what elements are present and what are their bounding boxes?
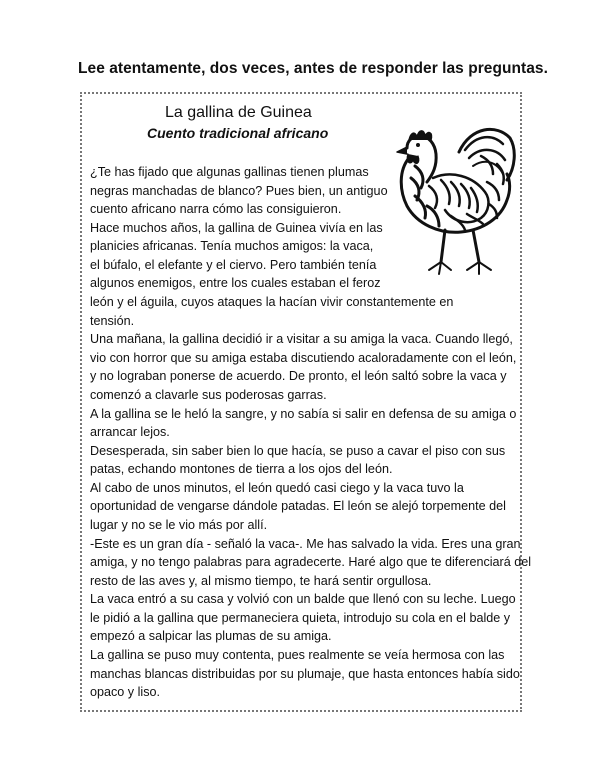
story-line: empezó a salpicar las plumas de su amiga. [90,629,332,644]
story-line: La gallina se puso muy contenta, pues realmente se veía hermosa con las [90,648,505,663]
story-line: Desesperada, sin saber bien lo que hacía, se puso a cavar el piso con sus [90,443,506,458]
story-line: vio con horror que su amiga estaba discutiendo acaloradamente con el león, [90,350,517,365]
story-line: arrancar lejos. [90,425,170,440]
story-line: oportunidad de vengarse dándole patadas. El león se alejó torpemente del [90,499,506,514]
story-line: y no lograban ponerse de acuerdo. De pronto, el león saltó sobre la vaca y [90,369,507,384]
story-title: La gallina de Guinea [165,104,312,121]
story-line: comenzó a clavarle sus poderosas garras. [90,387,327,402]
story-line: opaco y liso. [90,685,161,700]
story-line: negras manchadas de blanco? Pues bien, un antiguo [90,183,388,198]
story-line: Una mañana, la gallina decidió ir a visitar a su amiga la vaca. Cuando llegó, [90,332,513,347]
story-line: A la gallina se le heló la sangre, y no sabía si salir en defensa de su amiga o [90,406,517,421]
story-line: cuento africano narra cómo las consiguieron. [90,202,342,217]
story-line: tensión. [90,313,135,328]
story-line: La vaca entró a su casa y volvió con un balde que llenó con su leche. Luego [90,592,516,607]
story-line: amiga, y no tengo palabras para agradecerte. Haré algo que te diferenciará del [90,555,532,570]
story-line: león y el águila, cuyos ataques la hacían vivir constantemente en [90,295,454,310]
story-line: ¿Te has fijado que algunas gallinas tienen plumas [90,165,369,179]
story-line: manchas blancas distribuidas por su plumaje, que hasta entonces había sido [90,666,520,681]
story-subtitle: Cuento tradicional africano [147,125,329,141]
story-line: planicies africanas. Tenía muchos amigos: la vaca, [90,239,374,254]
instruction-heading: Lee atentamente, dos veces, antes de responder las preguntas. [78,60,548,77]
story-line: resto de las aves y, al mismo tiempo, te hará sentir orgullosa. [90,573,432,588]
story-line: el búfalo, el elefante y el ciervo. Pero también tenía [90,257,377,272]
story-line: Al cabo de unos minutos, el león quedó casi ciego y la vaca tuvo la [90,480,464,495]
story-line: Hace muchos años, la gallina de Guinea vivía en las [90,220,383,235]
story-line: algunos enemigos, entre los cuales estaban el feroz [90,276,381,291]
story-line: le pidió a la gallina que permaneciera quieta, introdujo su cola en el balde y [90,610,511,625]
story-line: -Este es un gran día - señaló la vaca-. Me has salvado la vida. Eres una gran [90,536,521,551]
story-body [90,163,532,702]
story-line: lugar y no se le vio más por allí. [90,517,268,532]
story-line: patas, echando montones de tierra a los ojos del león. [90,462,393,477]
